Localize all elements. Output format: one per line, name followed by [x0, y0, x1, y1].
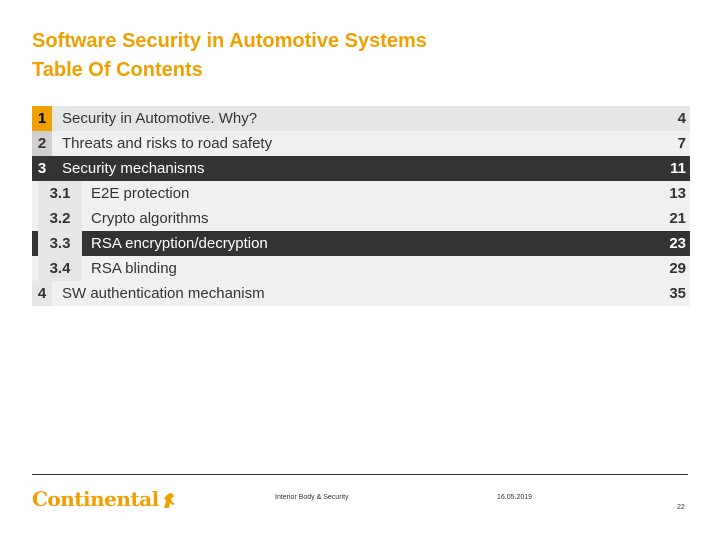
toc-page: 13	[669, 185, 686, 202]
footer-divider	[32, 474, 688, 475]
footer-date: 16.05.2019	[497, 494, 533, 501]
toc-label: RSA encryption/decryption	[91, 235, 268, 252]
logo-text: Continental	[32, 487, 159, 511]
toc-number: 3	[32, 156, 52, 181]
toc-row-4[interactable]	[32, 281, 690, 306]
toc-number: 3.2	[38, 206, 82, 231]
toc-row-3-3[interactable]	[32, 231, 690, 256]
toc-page: 35	[669, 285, 686, 302]
toc-number: 4	[32, 281, 52, 306]
toc-row-3[interactable]	[32, 156, 690, 181]
footer-page-number: 22	[677, 504, 685, 511]
toc-row-3-1[interactable]	[32, 181, 690, 206]
toc-row-1[interactable]	[32, 106, 690, 131]
toc-page: 4	[677, 110, 686, 127]
toc-row-3-2[interactable]	[32, 206, 690, 231]
toc-number: 3.4	[38, 256, 82, 281]
toc-number: 1	[32, 106, 52, 131]
toc-label: Security in Automotive. Why?	[62, 110, 258, 127]
slide-title	[32, 27, 427, 85]
toc-number: 3.1	[38, 181, 82, 206]
continental-logo	[32, 487, 177, 511]
toc-label: Crypto algorithms	[91, 210, 209, 227]
table-of-contents	[32, 106, 690, 306]
toc-page: 21	[669, 210, 686, 227]
toc-label: RSA blinding	[91, 260, 177, 277]
toc-row-3-4[interactable]	[32, 256, 690, 281]
toc-label: E2E protection	[91, 185, 190, 202]
title-line-1: Software Security in Automotive Systems	[32, 30, 427, 52]
toc-label: SW authentication mechanism	[62, 285, 265, 302]
toc-label: Threats and risks to road safety	[62, 135, 273, 152]
toc-row-2[interactable]	[32, 131, 690, 156]
title-line-2: Table Of Contents	[32, 59, 203, 81]
toc-page: 11	[670, 160, 686, 177]
toc-number: 3.3	[38, 231, 82, 256]
toc-label: Security mechanisms	[62, 160, 205, 177]
toc-number: 2	[32, 131, 52, 156]
horse-icon	[161, 492, 177, 510]
toc-page: 23	[669, 235, 686, 252]
footer-department: Interior Body & Security	[275, 494, 349, 501]
toc-page: 7	[677, 135, 686, 152]
toc-page: 29	[669, 260, 686, 277]
